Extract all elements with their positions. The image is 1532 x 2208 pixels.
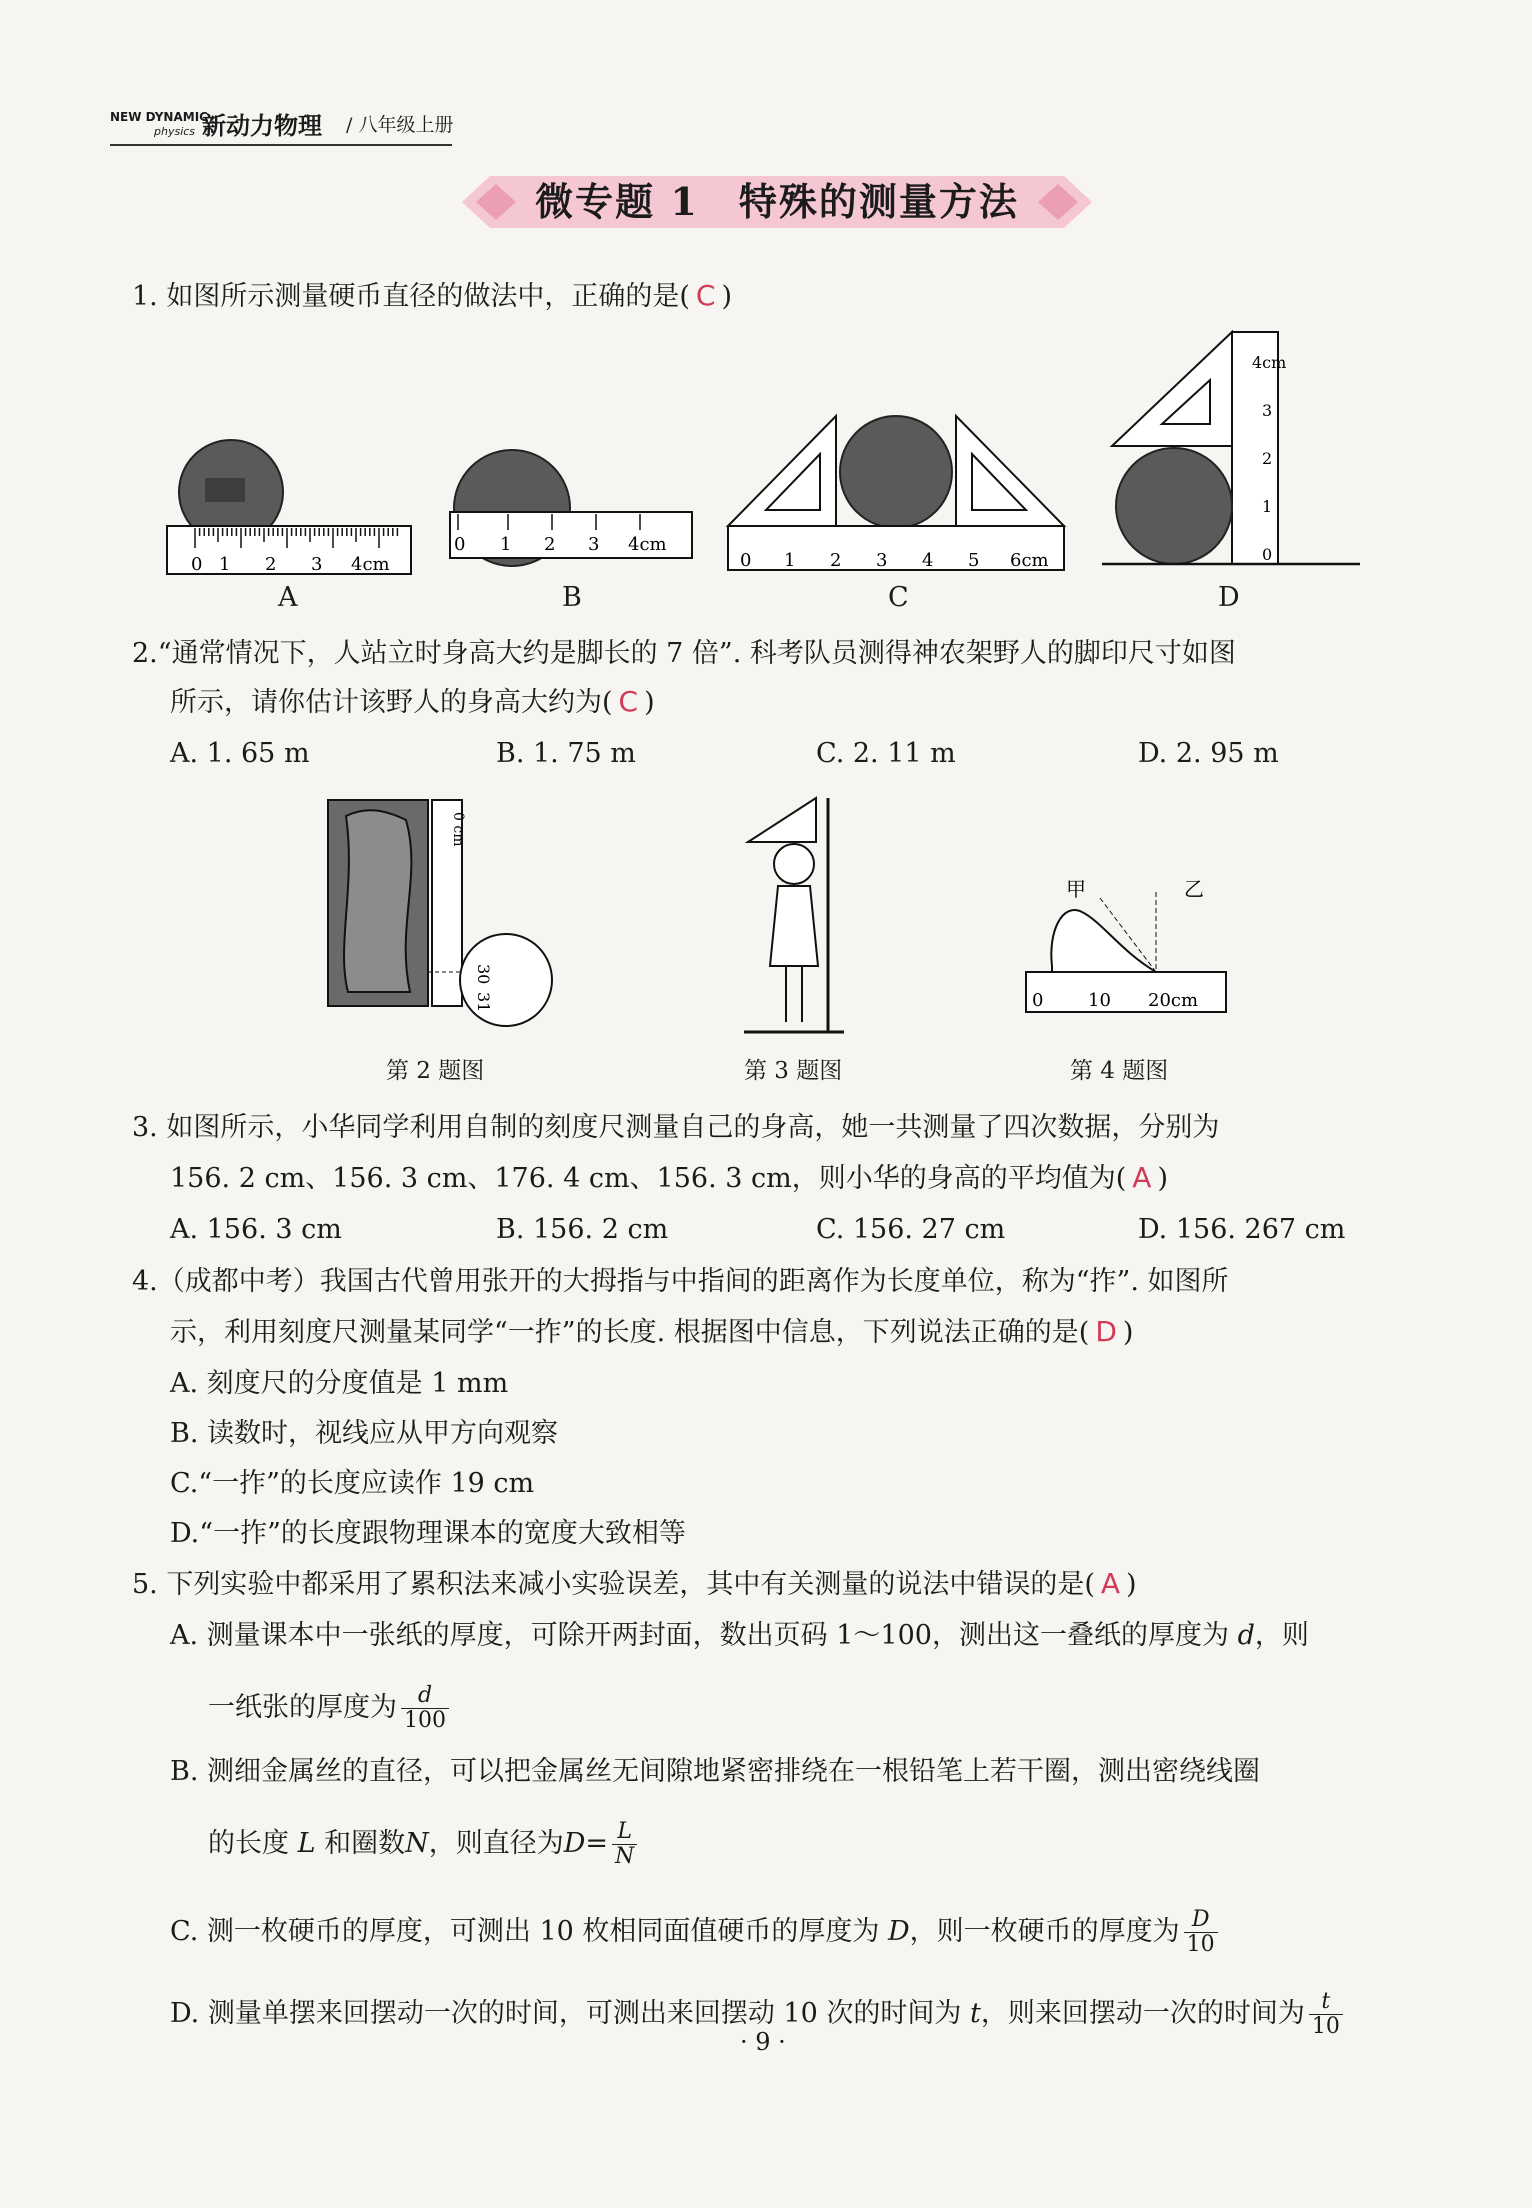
q3-option-a: A. 156. 3 cm	[170, 1214, 342, 1245]
q5-option-a-line1: A. 测量课本中一张纸的厚度，可除开两封面，数出页码 1～100，测出这一叠纸的厚度为 d，则	[170, 1620, 1309, 1651]
header-rule	[110, 144, 452, 146]
fig2-zero-cm: 0 cm	[450, 812, 466, 847]
q5-option-a-line2: 一纸张的厚度为 $\frac{d}{100}$	[208, 1684, 453, 1733]
fig4-tick-10: 10	[1088, 990, 1111, 1011]
q3-option-c: C. 156. 27 cm	[816, 1214, 1006, 1245]
q4-option-b: B. 读数时，视线应从甲方向观察	[170, 1418, 559, 1449]
q4-option-a: A. 刻度尺的分度值是 1 mm	[170, 1368, 509, 1399]
q1d-unit: 4cm	[1252, 353, 1287, 372]
fig4-tick-0: 0	[1032, 990, 1044, 1011]
q4-option-c: C.“一拃”的长度应读作 19 cm	[170, 1468, 535, 1499]
svg-text:1: 1	[500, 534, 512, 555]
svg-text:4: 4	[922, 550, 934, 571]
q1-label-d: D	[1218, 582, 1240, 613]
q5-option-b-line1: B. 测细金属丝的直径，可以把金属丝无间隙地紧密排绕在一根铅笔上若干圈，测出密绕线圈	[170, 1756, 1261, 1787]
answer-4: D	[1095, 1315, 1117, 1348]
q5-c-fraction: $\frac{D}{10}$	[1184, 1908, 1218, 1957]
svg-text:3: 3	[311, 554, 323, 575]
section-title-band	[462, 172, 1092, 232]
figure-3-girl	[744, 796, 854, 1036]
svg-text:5: 5	[968, 550, 980, 571]
question-3-line1: 3. 如图所示，小华同学利用自制的刻度尺测量自己的身高，她一共测量了四次数据，分别为	[132, 1112, 1220, 1143]
svg-text:2: 2	[544, 534, 556, 555]
section-title: 微专题 1 特殊的测量方法	[535, 179, 1019, 224]
page-number: · 9 ·	[740, 2028, 786, 2056]
svg-text:2: 2	[265, 554, 277, 575]
figure-2-caption: 第 2 题图	[386, 1058, 485, 1084]
brand-subtitle: physics	[154, 125, 196, 138]
q5-option-d: D. 测量单摆来回摆动一次的时间，可测出来回摆动 10 次的时间为 t，则来回摆动一次的时间为 $\frac{t}{10}$	[170, 1990, 1347, 2039]
grade-label: / 八年级上册	[346, 114, 454, 136]
svg-text:2: 2	[1262, 449, 1273, 468]
q5-option-c: C. 测一枚硬币的厚度，可测出 10 枚相同面值硬币的厚度为 D，则一枚硬币的厚度为 $\frac{D}{10}$	[170, 1908, 1222, 1957]
question-5-stem: 5. 下列实验中都采用了累积法来减小实验误差，其中有关测量的说法中错误的是( A )	[132, 1567, 1137, 1600]
q1c-unit: 6cm	[1010, 550, 1049, 571]
question-4-line2: 示，利用刻度尺测量某同学“一拃”的长度. 根据图中信息，下列说法正确的是( D )	[170, 1315, 1134, 1348]
fig4-jia: 甲	[1066, 877, 1086, 901]
answer-5: A	[1100, 1567, 1121, 1600]
svg-text:2: 2	[830, 550, 842, 571]
q5-b-fraction: $\frac{L}{N}$	[612, 1820, 637, 1869]
svg-text:3: 3	[876, 550, 888, 571]
question-3-line2: 156. 2 cm、156. 3 cm、176. 4 cm、156. 3 cm，则小华的身高的平均值为( A )	[170, 1161, 1168, 1194]
q1-label-a: A	[278, 582, 298, 613]
q2-option-b: B. 1. 75 m	[496, 738, 636, 769]
q5-d-fraction: $\frac{t}{10}$	[1309, 1990, 1343, 2039]
fig4-yi: 乙	[1184, 877, 1204, 901]
q2-option-a: A. 1. 65 m	[170, 738, 310, 769]
figure-2-footprint	[326, 796, 566, 1036]
answer-2: C	[618, 685, 639, 718]
fig2-reading-30: 30	[474, 964, 493, 985]
q2-option-c: C. 2. 11 m	[816, 738, 956, 769]
svg-text:0: 0	[191, 554, 203, 575]
brand-chinese: 新动力物理	[202, 111, 322, 140]
question-1-stem: 1. 如图所示测量硬币直径的做法中，正确的是( C )	[132, 279, 732, 312]
q1-label-b: B	[562, 582, 582, 613]
q5-option-b-line2: 的长度 L 和圈数N，则直径为D= $\frac{L}{N}$	[208, 1820, 641, 1869]
fig4-tick-20: 20cm	[1148, 990, 1199, 1011]
q1-label-c: C	[888, 582, 909, 613]
answer-3: A	[1132, 1161, 1152, 1194]
q2-option-d: D. 2. 95 m	[1138, 738, 1279, 769]
brand-english: NEW DYNAMIC	[110, 110, 208, 124]
q1-figure-d	[1102, 328, 1362, 578]
answer-1: C	[695, 279, 716, 312]
figure-3-caption: 第 3 题图	[744, 1058, 843, 1084]
svg-text:0: 0	[454, 534, 466, 555]
svg-text:1: 1	[1262, 497, 1273, 516]
q5-a-fraction: $\frac{d}{100}$	[401, 1684, 449, 1733]
q1b-unit: 4cm	[628, 534, 667, 555]
svg-text:0: 0	[740, 550, 752, 571]
q1-figure-b	[448, 440, 698, 580]
svg-text:3: 3	[1262, 401, 1273, 420]
fig2-reading-31: 31	[474, 992, 493, 1013]
q3-option-d: D. 156. 267 cm	[1138, 1214, 1346, 1245]
q3-option-b: B. 156. 2 cm	[496, 1214, 669, 1245]
svg-text:1: 1	[784, 550, 796, 571]
q1-figure-a	[165, 440, 415, 580]
svg-text:1: 1	[219, 554, 231, 575]
q1-figure-c	[726, 410, 1066, 580]
q4-option-d: D.“一拃”的长度跟物理课本的宽度大致相等	[170, 1518, 686, 1549]
svg-text:3: 3	[588, 534, 600, 555]
figure-4-hand-span	[1022, 862, 1232, 1032]
question-4-line1: 4.（成都中考）我国古代曾用张开的大拇指与中指间的距离作为长度单位，称为“拃”. 如图所	[132, 1266, 1229, 1297]
svg-text:0: 0	[1262, 545, 1273, 564]
question-2-line2: 所示，请你估计该野人的身高大约为( C )	[170, 685, 655, 718]
figure-4-caption: 第 4 题图	[1070, 1058, 1169, 1084]
q1a-unit: 4cm	[351, 554, 390, 575]
question-2-line1: 2.“通常情况下，人站立时身高大约是脚长的 7 倍”. 科考队员测得神农架野人的脚印尺寸如图	[132, 638, 1236, 669]
